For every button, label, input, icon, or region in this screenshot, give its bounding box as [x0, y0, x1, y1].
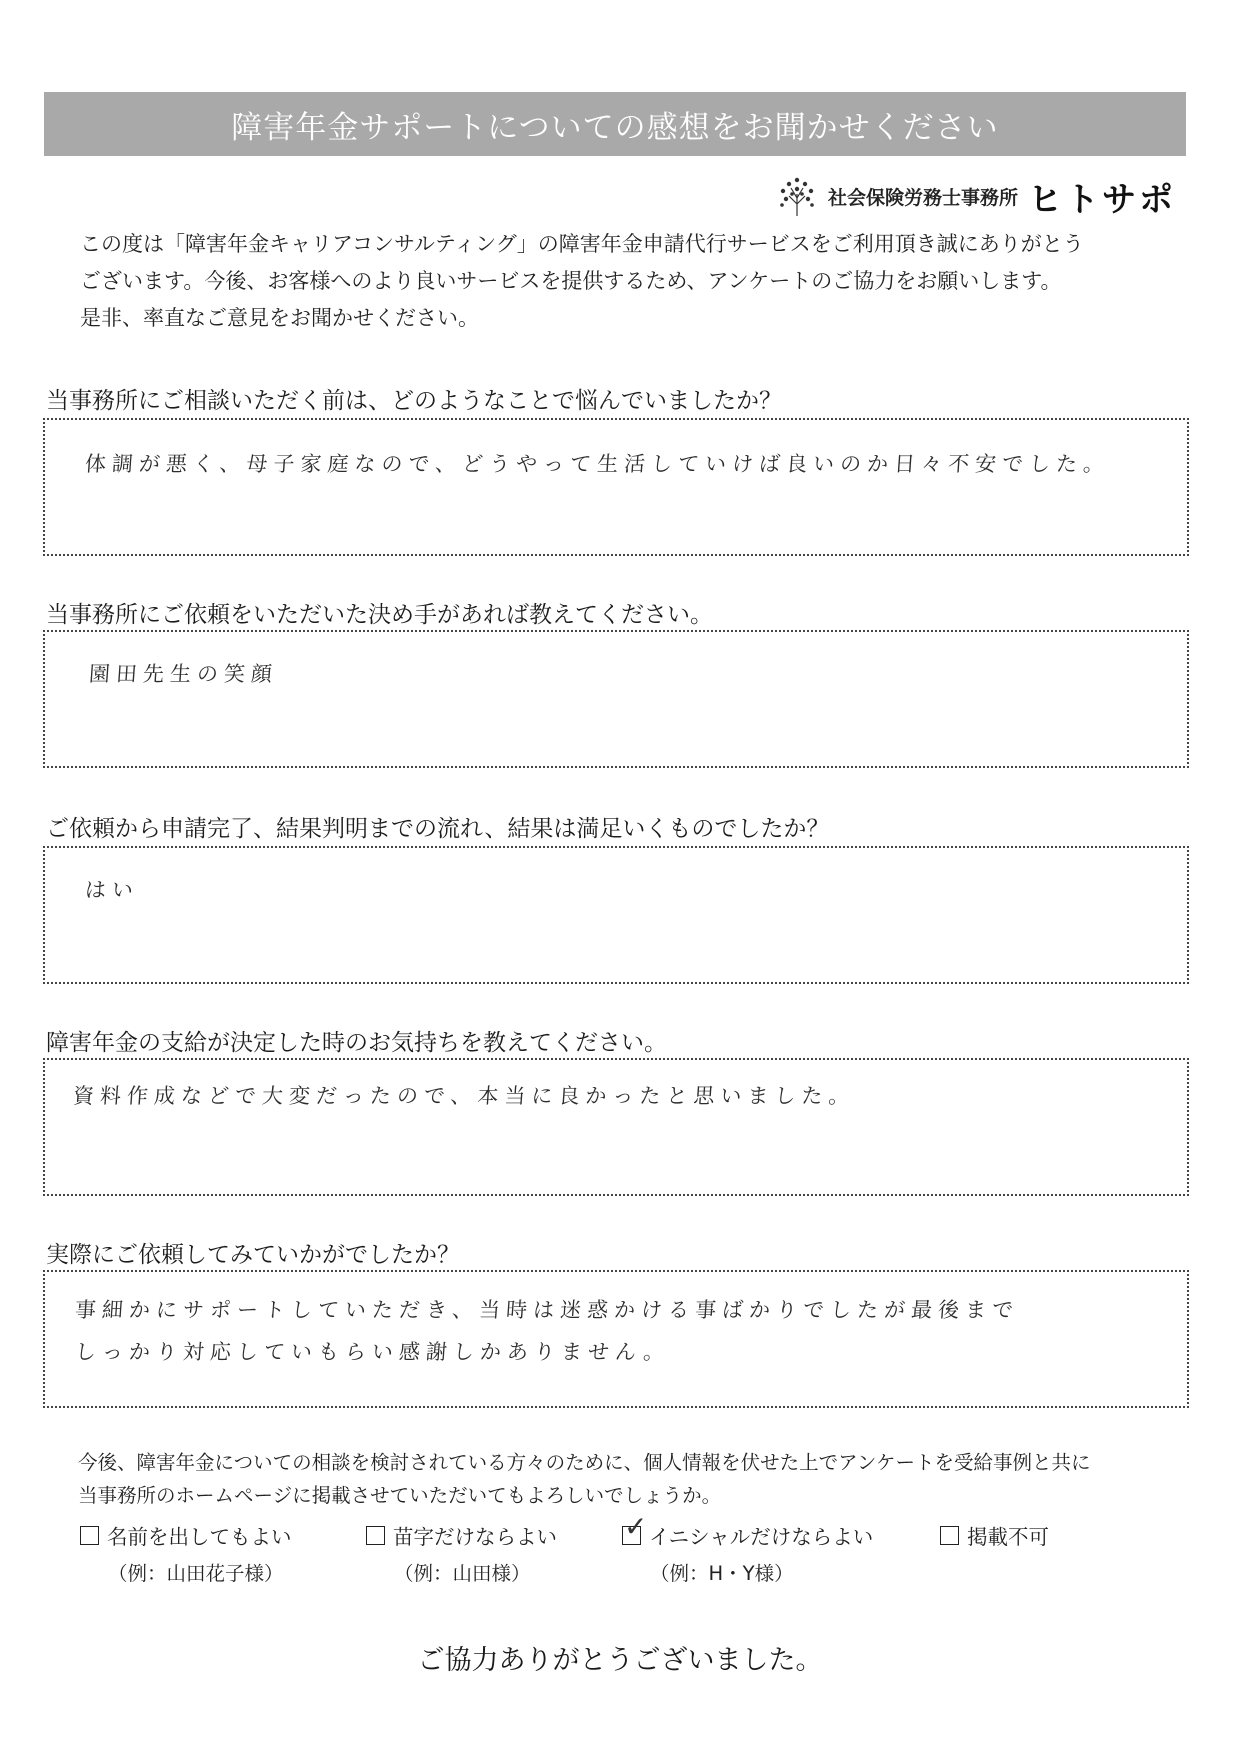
option-surname-only[interactable]	[366, 1520, 557, 1586]
answer-box-5[interactable]	[43, 1270, 1189, 1408]
page-title: 障害年金サポートについての感想をお聞かせください	[231, 109, 999, 146]
option-label: 苗字だけならよい	[393, 1525, 557, 1549]
checkbox[interactable]	[940, 1526, 959, 1545]
handwritten-answer: 資料作成などで大変だったので、本当に良かったと思いました。	[72, 1084, 857, 1108]
option-example: （例：山田様）	[394, 1562, 531, 1585]
option-label: 掲載不可	[967, 1525, 1049, 1549]
consent-line: 今後、障害年金についての相談を検討されている方々のために、個人情報を伏せた上でアンケートを受給事例と共に	[78, 1451, 1091, 1474]
question-4-label: 障害年金の支給が決定した時のお気持ちを教えてください。	[46, 1030, 667, 1056]
brand-name: ヒトサポ	[1028, 180, 1176, 220]
question-1-label: 当事務所にご相談いただく前は、どのようなことで悩んでいましたか？	[46, 388, 782, 414]
handwritten-answer: しっかり対応していもらい感謝しかありません。	[74, 1340, 672, 1364]
question-3-label: ご依頼から申請完了、結果判明までの流れ、結果は満足いくものでしたか？	[46, 816, 830, 842]
option-no-publish[interactable]	[940, 1520, 1049, 1550]
handwritten-answer: 体調が悪く、母子家庭なので、どうやって生活していけば良いのか日々不安でした。	[84, 452, 1111, 476]
intro-text	[80, 226, 1190, 337]
option-full-name[interactable]	[80, 1520, 292, 1586]
intro-line: ございます。今後、お客様へのより良いサービスを提供するため、アンケートのご協力をお願いします。	[80, 269, 1062, 293]
question-5-label: 実際にご依頼してみていかがでしたか？	[46, 1242, 460, 1268]
consent-text	[78, 1446, 1188, 1512]
option-example: （例：H・Y様）	[650, 1562, 794, 1585]
checkbox[interactable]	[366, 1526, 385, 1545]
handwritten-answer: 園田先生の笑顔	[88, 662, 279, 686]
intro-line: 是非、率直なご意見をお聞かせください。	[80, 306, 479, 330]
intro-line: この度は「障害年金キャリアコンサルティング」の障害年金申請代行サービスをご利用頂き誠にありがとう	[80, 232, 1084, 256]
check-mark-icon: ✓	[624, 1509, 648, 1543]
option-label: イニシャルだけならよい	[649, 1525, 874, 1549]
answer-box-3[interactable]	[43, 846, 1189, 984]
consent-line: 当事務所のホームページに掲載させていただいてもよろしいでしょうか。	[78, 1484, 722, 1507]
checkbox[interactable]	[80, 1526, 99, 1545]
thanks-message: ご協力ありがとうございました。	[417, 1645, 823, 1676]
title-bar	[44, 92, 1186, 156]
question-2-label: 当事務所にご依頼をいただいた決め手があれば教えてください。	[46, 602, 713, 628]
office-label: 社会保険労務士事務所	[827, 187, 1018, 209]
option-label: 名前を出してもよい	[107, 1525, 292, 1549]
brand	[776, 172, 1176, 221]
checkbox-checked[interactable]	[622, 1509, 648, 1545]
answer-box-1[interactable]	[43, 418, 1189, 556]
option-initials-only[interactable]	[622, 1509, 874, 1586]
handwritten-answer: 事細かにサポートしていただき、当時は迷惑かける事ばかりでしたが最後まで	[74, 1298, 1020, 1322]
answer-box-2[interactable]	[43, 630, 1189, 768]
option-example: （例：山田花子様）	[108, 1562, 284, 1585]
handwritten-answer: はい	[84, 878, 140, 902]
answer-box-4[interactable]	[43, 1058, 1189, 1196]
tree-logo-icon	[776, 176, 818, 218]
